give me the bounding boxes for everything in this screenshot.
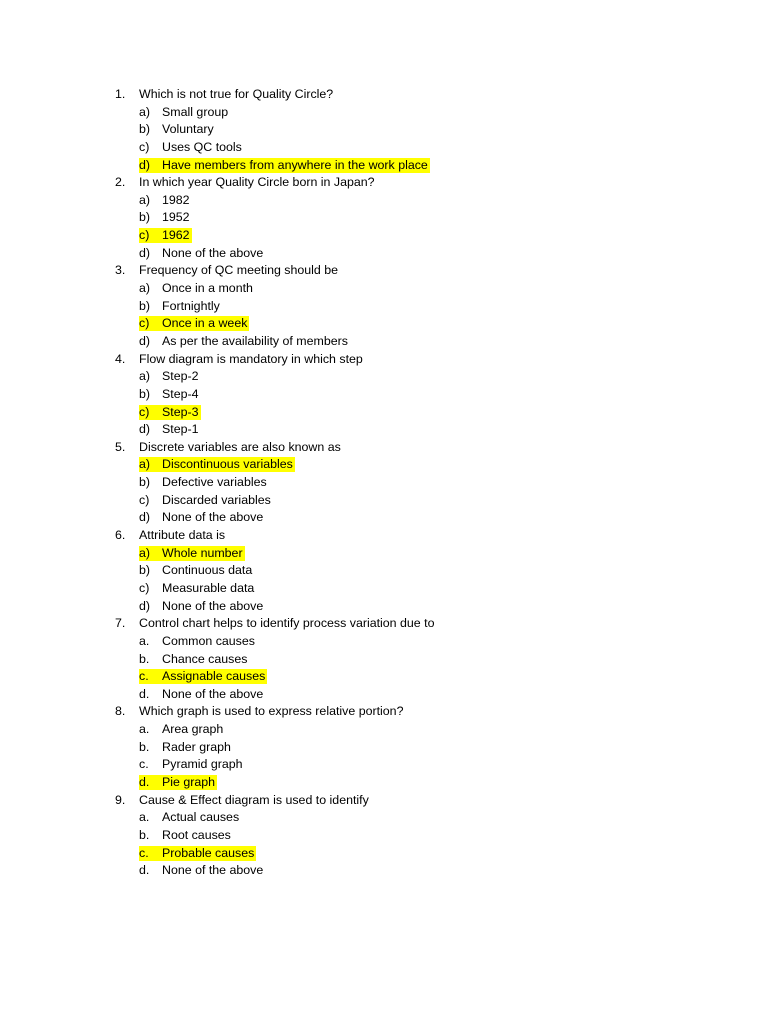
answer-option [139,475,269,490]
option-text: 1962 [162,228,190,243]
option-text: Pyramid graph [162,757,243,772]
option-row [0,668,768,686]
option-text: Defective variables [162,475,267,490]
answer-option [139,687,265,702]
answer-option [139,299,222,314]
option-letter: c. [139,669,149,684]
answer-option [139,863,265,878]
option-letter: d) [139,157,151,172]
answer-option-highlighted [139,669,267,684]
answer-option [139,563,254,578]
option-text: Pie graph [162,774,216,789]
question-2 [0,174,768,192]
option-letter: a) [139,281,151,296]
question-text: Flow diagram is mandatory in which step [139,351,363,366]
option-letter: b. [139,739,150,754]
option-letter: c) [139,404,150,419]
question-text: In which year Quality Circle born in Japan? [139,175,375,190]
option-text: Step-4 [162,386,199,401]
option-text: None of the above [162,245,264,260]
option-letter: d. [139,774,150,789]
answer-option-highlighted [139,846,256,861]
option-letter: b. [139,651,150,666]
option-text: As per the availability of members [162,333,348,348]
option-text: Step-2 [162,369,199,384]
option-row [0,739,768,757]
option-letter: a) [139,457,151,472]
option-text: None of the above [162,686,264,701]
question-number: 9. [115,792,126,807]
option-text: Whole number [162,545,243,560]
question-number: 1. [115,87,126,101]
option-letter: d) [139,245,151,260]
answer-option [139,828,233,843]
answer-option [139,210,192,225]
question-8 [0,703,768,721]
option-row [0,386,768,404]
option-row [0,139,768,157]
question-number: 7. [115,616,126,631]
option-letter: b) [139,210,151,225]
option-row [0,421,768,439]
option-letter: c) [139,139,150,154]
option-row [0,580,768,598]
option-text: Root causes [162,827,231,842]
option-letter: d) [139,422,151,437]
question-6 [0,527,768,545]
answer-option [139,122,216,137]
question-text: Control chart helps to identify process variation due to [139,616,435,631]
option-row [0,245,768,263]
answer-option-highlighted [139,457,295,472]
option-row [0,404,768,422]
option-letter: c) [139,580,150,595]
option-letter: c) [139,228,150,243]
answer-option [139,387,201,402]
answer-option [139,810,241,825]
answer-option [139,422,201,437]
option-row [0,492,768,510]
answer-option [139,105,230,120]
option-text: Uses QC tools [162,139,242,154]
answer-option [139,581,256,596]
option-letter: d. [139,686,150,701]
question-text: Discrete variables are also known as [139,439,341,454]
option-row [0,845,768,863]
option-row [0,545,768,563]
option-letter: b) [139,298,151,313]
option-row [0,209,768,227]
option-letter: b) [139,475,151,490]
question-number: 6. [115,528,126,543]
option-text: Rader graph [162,739,231,754]
option-row [0,227,768,245]
option-row [0,315,768,333]
option-text: None of the above [162,598,264,613]
option-row [0,298,768,316]
question-text: Cause & Effect diagram is used to identify [139,792,369,807]
answer-option [139,281,255,296]
option-letter: d) [139,333,151,348]
answer-option [139,246,265,261]
option-letter: a) [139,545,151,560]
question-number: 4. [115,351,126,366]
question-text: Which is not true for Quality Circle? [139,87,334,101]
question-1 [0,86,768,104]
answer-option [139,740,233,755]
option-row [0,633,768,651]
option-text: Discontinuous variables [162,457,293,472]
option-letter: d) [139,510,151,525]
option-row [0,827,768,845]
option-row [0,774,768,792]
answer-option [139,334,350,349]
option-row [0,192,768,210]
option-letter: a. [139,633,150,648]
option-row [0,474,768,492]
option-text: None of the above [162,863,264,878]
option-letter: d. [139,863,150,878]
question-3 [0,262,768,280]
option-text: Fortnightly [162,298,220,313]
answer-option [139,369,201,384]
option-row [0,598,768,616]
option-text: Have members from anywhere in the work place [162,157,428,172]
answer-option [139,510,265,525]
option-letter: b) [139,386,151,401]
answer-option-highlighted [139,775,217,790]
option-text: Step-1 [162,422,199,437]
option-letter: c. [139,845,149,860]
option-row [0,368,768,386]
answer-option-highlighted [139,546,245,561]
question-text: Attribute data is [139,528,226,543]
option-text: Measurable data [162,580,255,595]
quiz-list [0,86,768,880]
option-text: 1982 [162,192,190,207]
option-letter: a) [139,104,151,119]
option-row [0,756,768,774]
option-text: Once in a month [162,281,253,296]
answer-option-highlighted [139,316,249,331]
question-4 [0,351,768,369]
option-text: Common causes [162,633,255,648]
option-letter: b. [139,827,150,842]
option-letter: b) [139,563,151,578]
question-9 [0,792,768,810]
answer-option-highlighted [139,158,430,173]
question-text: Frequency of QC meeting should be [139,263,339,278]
option-row [0,862,768,880]
option-letter: a. [139,810,150,825]
option-text: Small group [162,104,229,119]
option-row [0,121,768,139]
option-text: Area graph [162,722,224,737]
answer-option [139,140,244,155]
option-text: None of the above [162,510,264,525]
option-row [0,456,768,474]
option-letter: a. [139,722,150,737]
option-letter: d) [139,598,151,613]
question-number: 8. [115,704,126,719]
option-text: Probable causes [162,845,255,860]
option-row [0,809,768,827]
option-row [0,104,768,122]
option-row [0,157,768,175]
answer-option-highlighted [139,405,201,420]
option-letter: b) [139,122,151,137]
answer-option [139,493,273,508]
option-text: 1952 [162,210,190,225]
option-text: Voluntary [162,122,214,137]
question-7 [0,615,768,633]
question-number: 3. [115,263,126,278]
option-text: Step-3 [162,404,199,419]
option-text: Discarded variables [162,492,271,507]
option-row [0,721,768,739]
answer-option [139,599,265,614]
option-text: Chance causes [162,651,248,666]
option-letter: c) [139,492,150,507]
option-letter: a) [139,369,151,384]
option-letter: c) [139,316,150,331]
answer-option [139,652,249,667]
option-letter: c. [139,757,149,772]
option-text: Once in a week [162,316,248,331]
option-row [0,651,768,669]
option-row [0,562,768,580]
answer-option [139,193,192,208]
answer-option-highlighted [139,228,192,243]
option-row [0,280,768,298]
option-row [0,509,768,527]
option-text: Continuous data [162,563,253,578]
answer-option [139,757,245,772]
question-number: 5. [115,439,126,454]
option-row [0,686,768,704]
option-letter: a) [139,192,151,207]
option-row [0,333,768,351]
question-text: Which graph is used to express relative portion? [139,704,404,719]
question-number: 2. [115,175,126,190]
answer-option [139,634,257,649]
option-text: Assignable causes [162,669,266,684]
answer-option [139,722,225,737]
question-5 [0,439,768,457]
option-text: Actual causes [162,810,240,825]
